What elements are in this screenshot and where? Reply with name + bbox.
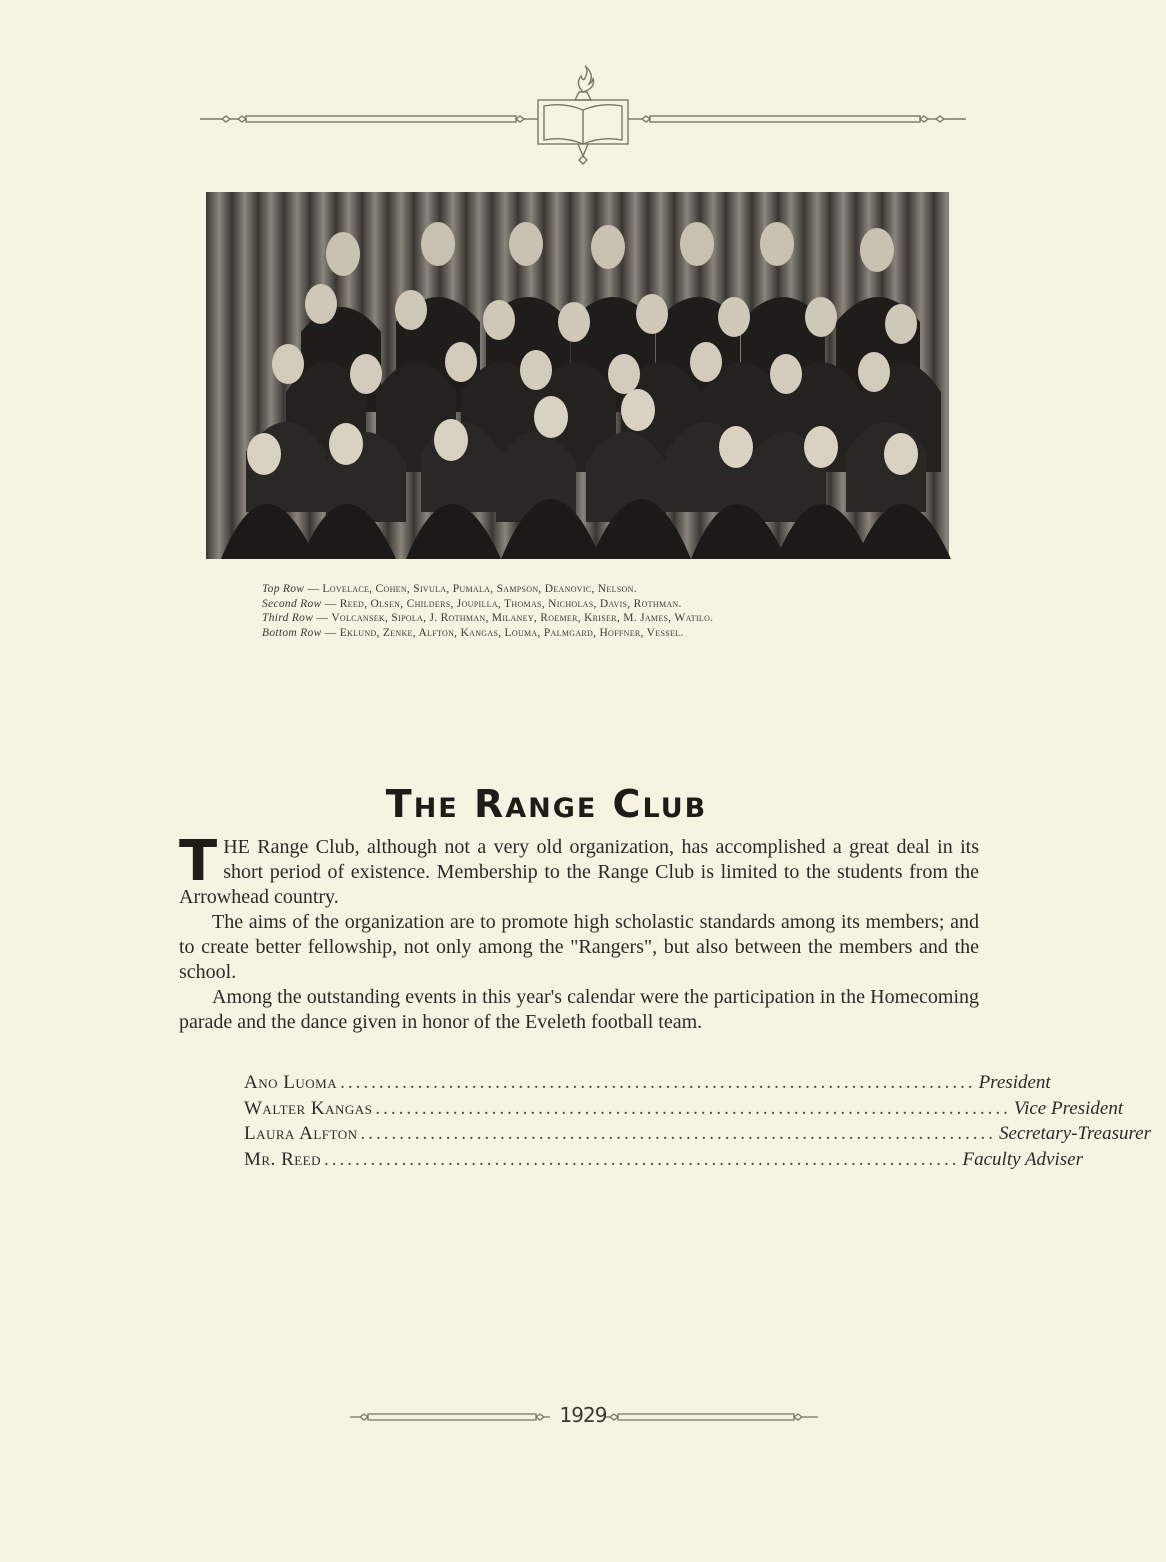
- article-body: [179, 829, 979, 1035]
- caption-row: [262, 582, 942, 597]
- page-title: The Range Club: [385, 782, 708, 826]
- officer-row: [244, 1147, 1083, 1173]
- group-photo-image: [206, 192, 949, 559]
- caption-separator: —: [321, 626, 340, 639]
- officer-row: [244, 1121, 1152, 1147]
- caption-row-names: Reed, Olsen, Childers, Joupilla, Thomas, Nicholas, Davis, Rothman.: [339, 597, 682, 610]
- caption-row-names: Volcansek, Sipola, J. Rothman, Milaney, Roemer, Kriser, M. James, Watilo.: [331, 612, 714, 624]
- officer-name: Ano Luoma: [244, 1072, 338, 1093]
- paragraph: [179, 829, 979, 910]
- officer-role: President: [978, 1072, 1051, 1093]
- leader-dots: ..................................................................................: [324, 1148, 960, 1170]
- footer-year: 1929: [559, 1403, 607, 1427]
- group-photo: [206, 192, 949, 559]
- paragraph: The aims of the organization are to promote high scholastic standards among its members; and to create better fellowship, not only among the "Rangers", but also between the members and the school.: [179, 911, 979, 983]
- caption-separator: —: [313, 612, 332, 624]
- caption-row-label: Bottom Row: [262, 626, 322, 639]
- leader-dots: ..................................................................................: [360, 1123, 997, 1144]
- officer-row: [244, 1096, 1124, 1122]
- caption-row: [262, 626, 942, 641]
- officer-role: Faculty Adviser: [962, 1148, 1083, 1170]
- torch-book-ornament-icon: [198, 70, 968, 175]
- photo-caption: [262, 582, 942, 640]
- caption-row-names: Lovelace, Cohen, Sivula, Pumala, Sampson, Deanovic, Nelson.: [322, 583, 637, 595]
- officer-role: Secretary-Treasurer: [999, 1123, 1152, 1144]
- drop-cap: T: [179, 829, 218, 894]
- caption-row-names: Eklund, Zenke, Alfton, Kangas, Louma, Palmgard, Hoffner, Vessel.: [339, 626, 684, 639]
- officer-role: Vice President: [1013, 1097, 1124, 1119]
- officers-list: [244, 1070, 1152, 1172]
- caption-row-label: Third Row: [262, 612, 314, 624]
- caption-row: [262, 597, 942, 612]
- caption-row-label: Top Row: [262, 583, 305, 595]
- officer-row: [244, 1070, 1051, 1096]
- leader-dots: ..................................................................................: [340, 1072, 976, 1093]
- caption-separator: —: [321, 597, 340, 610]
- caption-row: [262, 611, 942, 626]
- caption-separator: —: [304, 583, 323, 595]
- officer-name: Walter Kangas: [244, 1097, 373, 1119]
- officer-name: Mr. Reed: [244, 1148, 322, 1170]
- leader-dots: ..................................................................................: [375, 1097, 1011, 1119]
- paragraph-text: HE Range Club, although not a very old organization, has accomplished a great deal in its short period of existence. Membership to the Range Club is limited to the students from the Arrowhead country.: [179, 836, 979, 908]
- officer-name: Laura Alfton: [244, 1123, 358, 1144]
- caption-row-label: Second Row: [262, 597, 322, 610]
- paragraph: Among the outstanding events in this year's calendar were the participation in the Homecoming parade and the dance given in honor of the Eveleth football team.: [179, 986, 979, 1033]
